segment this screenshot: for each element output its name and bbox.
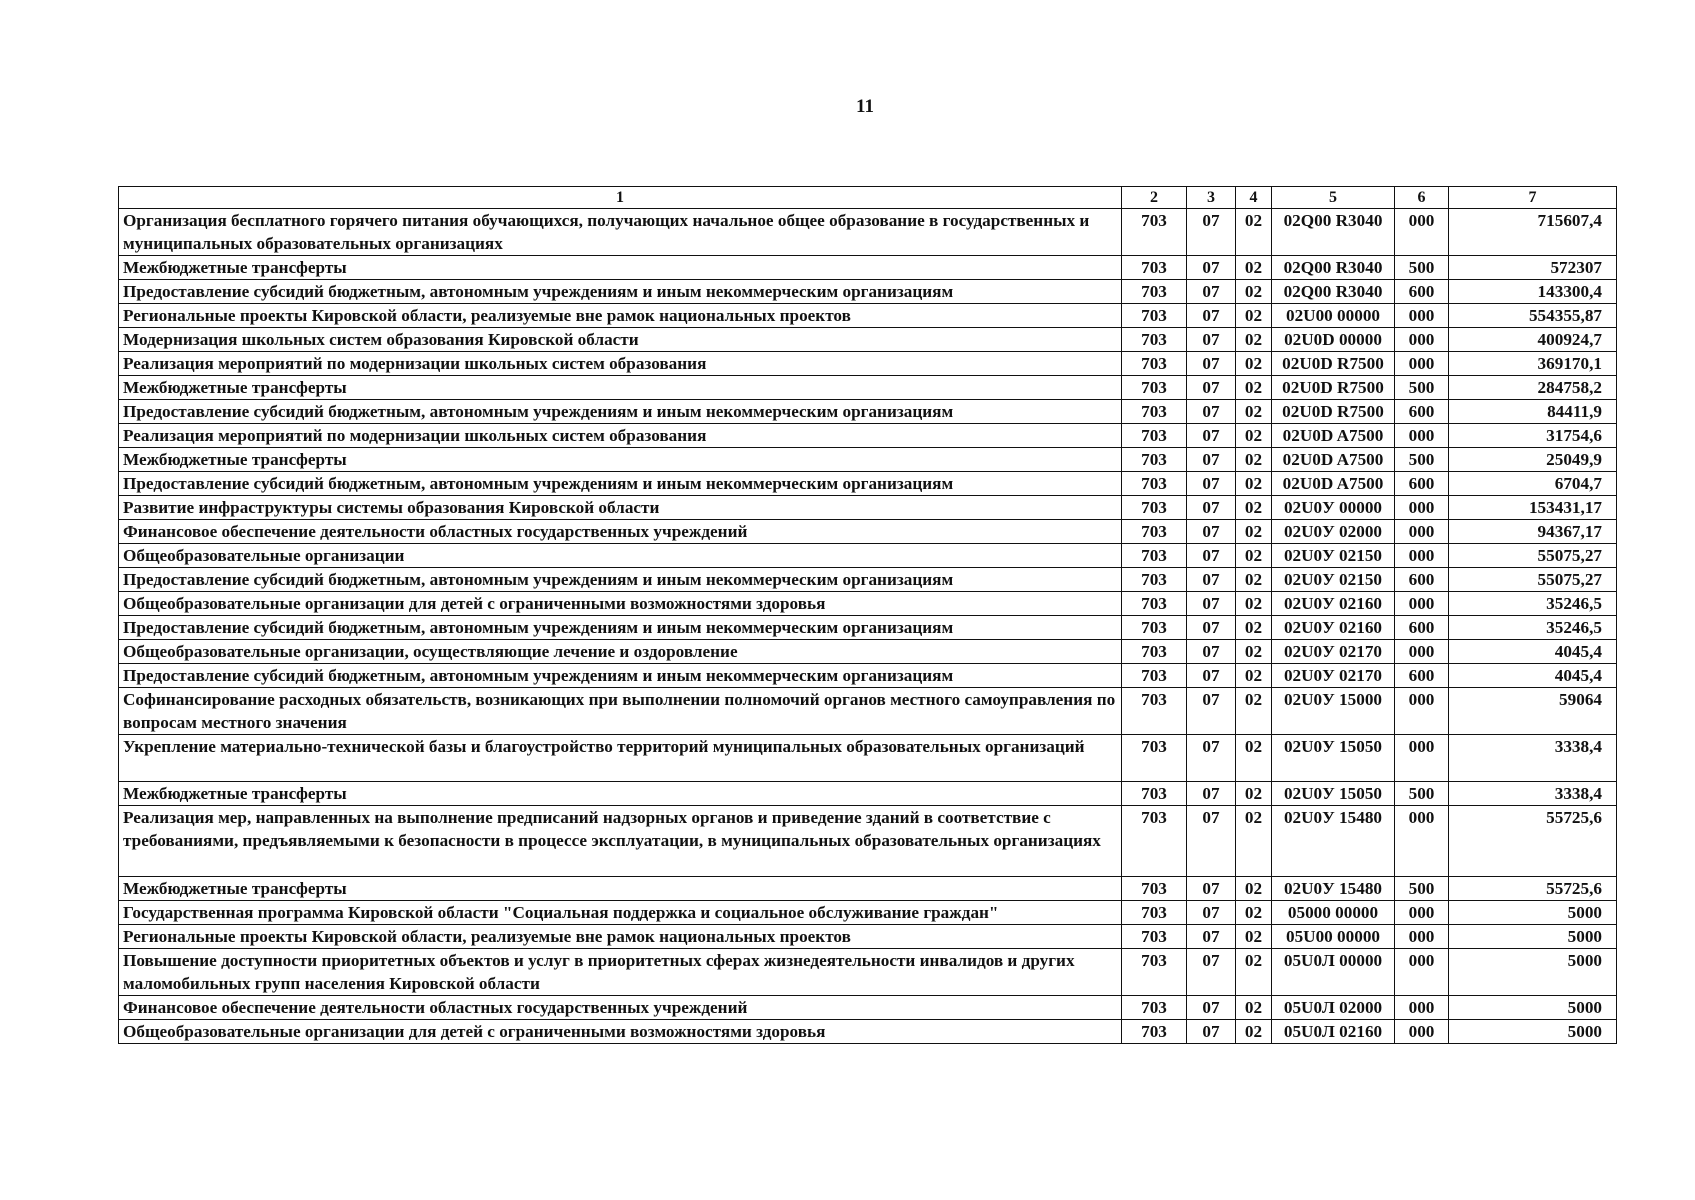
row-subsection: 02 (1236, 782, 1272, 806)
row-ministry-code: 703 (1122, 448, 1187, 472)
row-target-article: 02U0У 15050 (1272, 735, 1395, 782)
header-col-4: 4 (1236, 187, 1272, 209)
row-name: Предоставление субсидий бюджетным, автономным учреждениям и иным некоммерческим организациям (119, 568, 1122, 592)
header-col-6: 6 (1395, 187, 1449, 209)
row-name: Модернизация школьных систем образования Кировской области (119, 328, 1122, 352)
row-subsection: 02 (1236, 376, 1272, 400)
row-expense-type: 600 (1395, 280, 1449, 304)
row-target-article: 02Q00 R3040 (1272, 209, 1395, 256)
row-amount: 572307 (1449, 256, 1617, 280)
row-amount: 55725,6 (1449, 806, 1617, 877)
row-name: Предоставление субсидий бюджетным, автономным учреждениям и иным некоммерческим организациям (119, 400, 1122, 424)
row-name: Общеобразовательные организации (119, 544, 1122, 568)
table-row (119, 520, 1617, 544)
header-col-2: 2 (1122, 187, 1187, 209)
row-name: Межбюджетные трансферты (119, 782, 1122, 806)
row-amount: 369170,1 (1449, 352, 1617, 376)
row-subsection: 02 (1236, 735, 1272, 782)
page-number: 11 (856, 96, 874, 117)
row-target-article: 05U0Л 02160 (1272, 1020, 1395, 1044)
row-subsection: 02 (1236, 209, 1272, 256)
row-subsection: 02 (1236, 664, 1272, 688)
row-expense-type: 000 (1395, 592, 1449, 616)
row-ministry-code: 703 (1122, 1020, 1187, 1044)
row-target-article: 05U00 00000 (1272, 925, 1395, 949)
row-name: Межбюджетные трансферты (119, 448, 1122, 472)
row-section: 07 (1187, 806, 1236, 877)
row-subsection: 02 (1236, 496, 1272, 520)
row-section: 07 (1187, 256, 1236, 280)
row-ministry-code: 703 (1122, 472, 1187, 496)
row-subsection: 02 (1236, 688, 1272, 735)
table-row (119, 376, 1617, 400)
row-target-article: 05U0Л 02000 (1272, 996, 1395, 1020)
row-ministry-code: 703 (1122, 568, 1187, 592)
row-subsection: 02 (1236, 304, 1272, 328)
row-expense-type: 500 (1395, 256, 1449, 280)
row-ministry-code: 703 (1122, 400, 1187, 424)
row-amount: 400924,7 (1449, 328, 1617, 352)
row-expense-type: 000 (1395, 496, 1449, 520)
row-section: 07 (1187, 520, 1236, 544)
row-ministry-code: 703 (1122, 949, 1187, 996)
row-target-article: 05U0Л 00000 (1272, 949, 1395, 996)
table-row (119, 328, 1617, 352)
row-target-article: 02U0У 02150 (1272, 544, 1395, 568)
row-name: Организация бесплатного горячего питания обучающихся, получающих начальное общее образование в государственных и муниципальных образовательных организациях (119, 209, 1122, 256)
row-amount: 5000 (1449, 996, 1617, 1020)
row-ministry-code: 703 (1122, 520, 1187, 544)
row-subsection: 02 (1236, 544, 1272, 568)
row-section: 07 (1187, 996, 1236, 1020)
row-target-article: 02U0D 00000 (1272, 328, 1395, 352)
row-ministry-code: 703 (1122, 925, 1187, 949)
row-expense-type: 500 (1395, 782, 1449, 806)
row-section: 07 (1187, 544, 1236, 568)
table-row (119, 448, 1617, 472)
row-target-article: 02U0D A7500 (1272, 472, 1395, 496)
row-subsection: 02 (1236, 877, 1272, 901)
row-ministry-code: 703 (1122, 592, 1187, 616)
row-expense-type: 600 (1395, 664, 1449, 688)
table-row (119, 806, 1617, 877)
row-target-article: 02U0У 02170 (1272, 640, 1395, 664)
row-section: 07 (1187, 328, 1236, 352)
row-target-article: 02U0У 00000 (1272, 496, 1395, 520)
table-row (119, 782, 1617, 806)
row-name: Общеобразовательные организации для детей с ограниченными возможностями здоровья (119, 1020, 1122, 1044)
row-expense-type: 000 (1395, 949, 1449, 996)
row-expense-type: 500 (1395, 877, 1449, 901)
table-row (119, 472, 1617, 496)
row-name: Региональные проекты Кировской области, реализуемые вне рамок национальных проектов (119, 925, 1122, 949)
row-amount: 715607,4 (1449, 209, 1617, 256)
row-ministry-code: 703 (1122, 304, 1187, 328)
row-subsection: 02 (1236, 616, 1272, 640)
row-name: Государственная программа Кировской области "Социальная поддержка и социальное обслуживание граждан" (119, 901, 1122, 925)
table-row (119, 424, 1617, 448)
row-name: Межбюджетные трансферты (119, 877, 1122, 901)
row-expense-type: 000 (1395, 209, 1449, 256)
table-row (119, 209, 1617, 256)
row-name: Софинансирование расходных обязательств, возникающих при выполнении полномочий органов местного самоуправления по вопросам местного значения (119, 688, 1122, 735)
table-body (119, 209, 1617, 1044)
row-expense-type: 600 (1395, 568, 1449, 592)
row-section: 07 (1187, 616, 1236, 640)
row-expense-type: 000 (1395, 424, 1449, 448)
row-ministry-code: 703 (1122, 901, 1187, 925)
row-target-article: 02U0У 02160 (1272, 592, 1395, 616)
row-name: Финансовое обеспечение деятельности областных государственных учреждений (119, 996, 1122, 1020)
row-amount: 84411,9 (1449, 400, 1617, 424)
row-name: Межбюджетные трансферты (119, 256, 1122, 280)
row-name: Предоставление субсидий бюджетным, автономным учреждениям и иным некоммерческим организациям (119, 616, 1122, 640)
row-amount: 59064 (1449, 688, 1617, 735)
row-amount: 31754,6 (1449, 424, 1617, 448)
row-section: 07 (1187, 782, 1236, 806)
table-row (119, 949, 1617, 996)
row-ministry-code: 703 (1122, 664, 1187, 688)
row-section: 07 (1187, 1020, 1236, 1044)
table-row (119, 688, 1617, 735)
row-amount: 3338,4 (1449, 735, 1617, 782)
row-ministry-code: 703 (1122, 640, 1187, 664)
row-amount: 3338,4 (1449, 782, 1617, 806)
row-section: 07 (1187, 949, 1236, 996)
row-ministry-code: 703 (1122, 688, 1187, 735)
row-target-article: 02Q00 R3040 (1272, 280, 1395, 304)
row-section: 07 (1187, 424, 1236, 448)
row-subsection: 02 (1236, 640, 1272, 664)
row-expense-type: 000 (1395, 304, 1449, 328)
row-subsection: 02 (1236, 949, 1272, 996)
row-name: Реализация мероприятий по модернизации школьных систем образования (119, 424, 1122, 448)
table-row (119, 592, 1617, 616)
row-name: Предоставление субсидий бюджетным, автономным учреждениям и иным некоммерческим организациям (119, 664, 1122, 688)
row-subsection: 02 (1236, 400, 1272, 424)
table-row (119, 280, 1617, 304)
row-amount: 4045,4 (1449, 664, 1617, 688)
row-amount: 35246,5 (1449, 592, 1617, 616)
row-target-article: 02U0У 02160 (1272, 616, 1395, 640)
row-amount: 55075,27 (1449, 568, 1617, 592)
row-amount: 284758,2 (1449, 376, 1617, 400)
row-ministry-code: 703 (1122, 376, 1187, 400)
row-expense-type: 600 (1395, 472, 1449, 496)
row-subsection: 02 (1236, 472, 1272, 496)
row-ministry-code: 703 (1122, 328, 1187, 352)
row-name: Региональные проекты Кировской области, реализуемые вне рамок национальных проектов (119, 304, 1122, 328)
row-amount: 143300,4 (1449, 280, 1617, 304)
row-target-article: 02U0У 15480 (1272, 806, 1395, 877)
row-target-article: 02U0D R7500 (1272, 352, 1395, 376)
row-ministry-code: 703 (1122, 877, 1187, 901)
row-section: 07 (1187, 568, 1236, 592)
row-subsection: 02 (1236, 996, 1272, 1020)
row-subsection: 02 (1236, 568, 1272, 592)
table-row (119, 877, 1617, 901)
row-ministry-code: 703 (1122, 806, 1187, 877)
row-expense-type: 600 (1395, 400, 1449, 424)
row-section: 07 (1187, 901, 1236, 925)
row-name: Повышение доступности приоритетных объектов и услуг в приоритетных сферах жизнедеятельности инвалидов и других маломобильных групп населения Кировской области (119, 949, 1122, 996)
row-expense-type: 600 (1395, 616, 1449, 640)
row-section: 07 (1187, 448, 1236, 472)
row-ministry-code: 703 (1122, 782, 1187, 806)
row-expense-type: 000 (1395, 688, 1449, 735)
row-amount: 6704,7 (1449, 472, 1617, 496)
row-expense-type: 500 (1395, 376, 1449, 400)
row-name: Реализация мероприятий по модернизации школьных систем образования (119, 352, 1122, 376)
row-amount: 94367,17 (1449, 520, 1617, 544)
row-amount: 5000 (1449, 1020, 1617, 1044)
row-section: 07 (1187, 280, 1236, 304)
row-expense-type: 000 (1395, 640, 1449, 664)
row-amount: 5000 (1449, 949, 1617, 996)
table-row (119, 735, 1617, 782)
row-name: Предоставление субсидий бюджетным, автономным учреждениям и иным некоммерческим организациям (119, 472, 1122, 496)
row-subsection: 02 (1236, 1020, 1272, 1044)
row-subsection: 02 (1236, 256, 1272, 280)
row-expense-type: 000 (1395, 1020, 1449, 1044)
row-target-article: 02U0D A7500 (1272, 448, 1395, 472)
row-expense-type: 000 (1395, 901, 1449, 925)
row-target-article: 02U0У 02170 (1272, 664, 1395, 688)
table-row (119, 996, 1617, 1020)
header-row (119, 187, 1617, 209)
row-section: 07 (1187, 304, 1236, 328)
row-amount: 153431,17 (1449, 496, 1617, 520)
row-ministry-code: 703 (1122, 544, 1187, 568)
row-ministry-code: 703 (1122, 352, 1187, 376)
row-expense-type: 000 (1395, 544, 1449, 568)
row-expense-type: 000 (1395, 996, 1449, 1020)
header-col-3: 3 (1187, 187, 1236, 209)
row-target-article: 02U0У 15480 (1272, 877, 1395, 901)
row-section: 07 (1187, 472, 1236, 496)
row-amount: 5000 (1449, 901, 1617, 925)
row-target-article: 02U0D R7500 (1272, 400, 1395, 424)
row-subsection: 02 (1236, 424, 1272, 448)
row-name: Общеобразовательные организации для детей с ограниченными возможностями здоровья (119, 592, 1122, 616)
row-amount: 4045,4 (1449, 640, 1617, 664)
table-row (119, 901, 1617, 925)
table-row (119, 304, 1617, 328)
row-amount: 5000 (1449, 925, 1617, 949)
row-ministry-code: 703 (1122, 209, 1187, 256)
header-col-1: 1 (119, 187, 1122, 209)
row-expense-type: 000 (1395, 328, 1449, 352)
row-section: 07 (1187, 376, 1236, 400)
row-section: 07 (1187, 592, 1236, 616)
row-ministry-code: 703 (1122, 496, 1187, 520)
row-target-article: 02Q00 R3040 (1272, 256, 1395, 280)
budget-table-container (118, 186, 1616, 1044)
row-subsection: 02 (1236, 352, 1272, 376)
row-target-article: 02U0У 02150 (1272, 568, 1395, 592)
row-section: 07 (1187, 400, 1236, 424)
row-section: 07 (1187, 688, 1236, 735)
row-name: Финансовое обеспечение деятельности областных государственных учреждений (119, 520, 1122, 544)
row-expense-type: 500 (1395, 448, 1449, 472)
row-name: Развитие инфраструктуры системы образования Кировской области (119, 496, 1122, 520)
table-row (119, 496, 1617, 520)
row-amount: 55075,27 (1449, 544, 1617, 568)
row-subsection: 02 (1236, 901, 1272, 925)
row-subsection: 02 (1236, 806, 1272, 877)
row-section: 07 (1187, 877, 1236, 901)
row-subsection: 02 (1236, 448, 1272, 472)
row-target-article: 02U0У 15000 (1272, 688, 1395, 735)
row-section: 07 (1187, 352, 1236, 376)
table-row (119, 616, 1617, 640)
row-subsection: 02 (1236, 925, 1272, 949)
row-ministry-code: 703 (1122, 256, 1187, 280)
row-amount: 554355,87 (1449, 304, 1617, 328)
row-target-article: 02U0D A7500 (1272, 424, 1395, 448)
row-section: 07 (1187, 496, 1236, 520)
row-subsection: 02 (1236, 328, 1272, 352)
table-row (119, 400, 1617, 424)
row-amount: 55725,6 (1449, 877, 1617, 901)
table-row (119, 1020, 1617, 1044)
row-ministry-code: 703 (1122, 996, 1187, 1020)
row-name: Реализация мер, направленных на выполнение предписаний надзорных органов и приведение зданий в соответствие с требованиями, предъявляемыми к безопасности в процессе эксплуатации, в муниципальных образовательных организациях (119, 806, 1122, 877)
row-expense-type: 000 (1395, 352, 1449, 376)
row-subsection: 02 (1236, 520, 1272, 544)
row-section: 07 (1187, 735, 1236, 782)
row-amount: 25049,9 (1449, 448, 1617, 472)
header-col-5: 5 (1272, 187, 1395, 209)
row-name: Укрепление материально-технической базы и благоустройство территорий муниципальных образовательных организаций (119, 735, 1122, 782)
row-section: 07 (1187, 640, 1236, 664)
row-ministry-code: 703 (1122, 735, 1187, 782)
row-expense-type: 000 (1395, 520, 1449, 544)
row-subsection: 02 (1236, 280, 1272, 304)
row-section: 07 (1187, 209, 1236, 256)
table-row (119, 568, 1617, 592)
row-expense-type: 000 (1395, 806, 1449, 877)
row-section: 07 (1187, 664, 1236, 688)
table-row (119, 352, 1617, 376)
row-target-article: 02U0У 15050 (1272, 782, 1395, 806)
row-name: Межбюджетные трансферты (119, 376, 1122, 400)
table-row (119, 256, 1617, 280)
row-target-article: 02U0D R7500 (1272, 376, 1395, 400)
budget-table (118, 186, 1617, 1044)
row-target-article: 02U00 00000 (1272, 304, 1395, 328)
row-subsection: 02 (1236, 592, 1272, 616)
row-name: Предоставление субсидий бюджетным, автономным учреждениям и иным некоммерческим организациям (119, 280, 1122, 304)
table-row (119, 640, 1617, 664)
row-ministry-code: 703 (1122, 616, 1187, 640)
row-amount: 35246,5 (1449, 616, 1617, 640)
table-row (119, 664, 1617, 688)
table-row (119, 544, 1617, 568)
table-row (119, 925, 1617, 949)
row-ministry-code: 703 (1122, 280, 1187, 304)
row-ministry-code: 703 (1122, 424, 1187, 448)
row-name: Общеобразовательные организации, осуществляющие лечение и оздоровление (119, 640, 1122, 664)
row-expense-type: 000 (1395, 735, 1449, 782)
row-expense-type: 000 (1395, 925, 1449, 949)
header-col-7: 7 (1449, 187, 1617, 209)
row-target-article: 02U0У 02000 (1272, 520, 1395, 544)
row-section: 07 (1187, 925, 1236, 949)
row-target-article: 05000 00000 (1272, 901, 1395, 925)
